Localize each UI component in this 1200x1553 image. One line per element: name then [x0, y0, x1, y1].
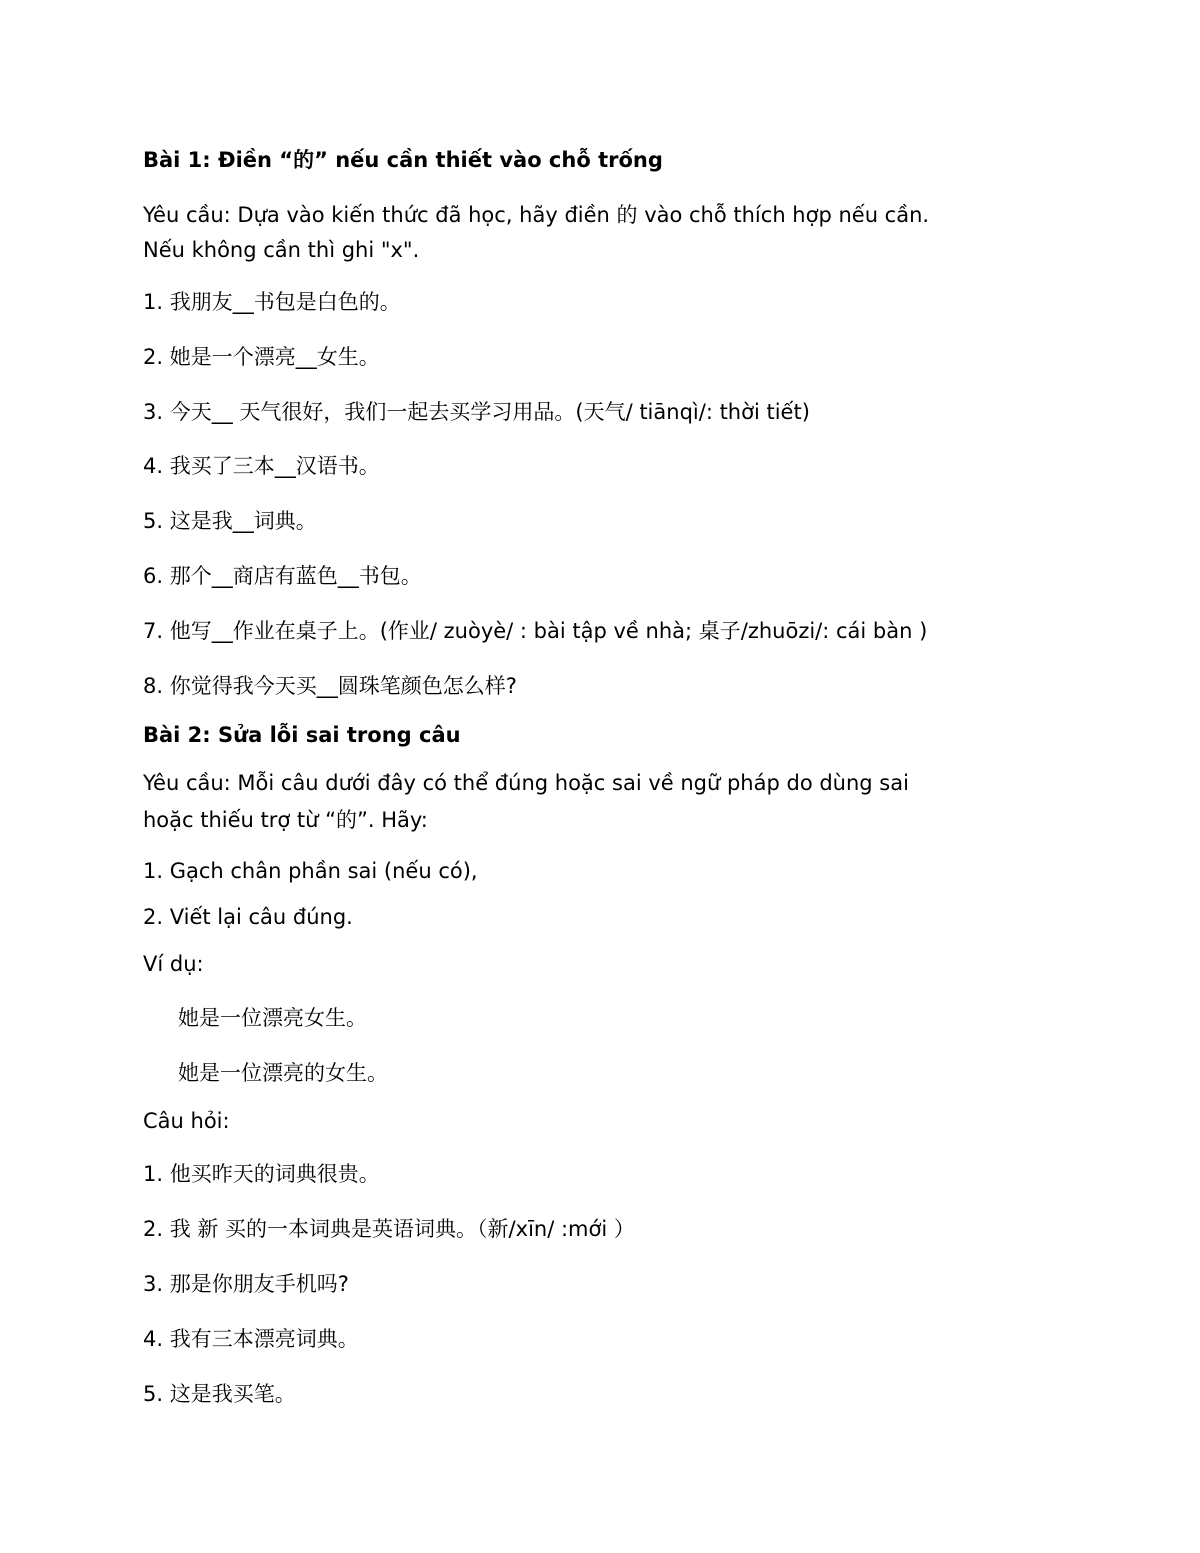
- exercise-1-title: Bài 1: Điền “的” nếu cần thiết vào chỗ trống: [143, 148, 663, 172]
- exercise-1-item: 8. 你觉得我今天买__圆珠笔颜色怎么样?: [143, 674, 517, 698]
- exercise-2-instruction-line-2: hoặc thiếu trợ từ “的”. Hãy:: [143, 808, 428, 832]
- exercise-1-instruction-line-2: Nếu không cần thì ghi "x".: [143, 238, 420, 262]
- exercise-2-question: 3. 那是你朋友手机吗?: [143, 1272, 349, 1296]
- exercise-1-item: 6. 那个__商店有蓝色__书包。: [143, 564, 422, 588]
- exercise-1-item: 2. 她是一个漂亮__女生。: [143, 345, 380, 369]
- exercise-1-item: 5. 这是我__词典。: [143, 509, 317, 533]
- exercise-1-item: 4. 我买了三本__汉语书。: [143, 454, 380, 478]
- exercise-2-instruction-line-1: Yêu cầu: Mỗi câu dưới đây có thể đúng hoặc sai về ngữ pháp do dùng sai: [143, 771, 909, 795]
- questions-label: Câu hỏi:: [143, 1109, 230, 1133]
- example-wrong-sentence: 她是一位漂亮女生。: [178, 1006, 367, 1030]
- exercise-2-question: 2. 我 新 买的一本词典是英语词典。（新/xīn/ :mới ）: [143, 1217, 635, 1241]
- example-label: Ví dụ:: [143, 952, 204, 976]
- exercise-2-question: 5. 这是我买笔。: [143, 1382, 296, 1406]
- exercise-1-item: 3. 今天__ 天气很好，我们一起去买学习用品。(天气/ tiānqì/: thời tiết): [143, 400, 810, 424]
- exercise-1-item: 1. 我朋友__书包是白色的。: [143, 290, 401, 314]
- exercise-2-step: 2. Viết lại câu đúng.: [143, 905, 353, 929]
- exercise-2-question: 1. 他买昨天的词典很贵。: [143, 1162, 380, 1186]
- exercise-2-title: Bài 2: Sửa lỗi sai trong câu: [143, 723, 461, 747]
- exercise-2-question: 4. 我有三本漂亮词典。: [143, 1327, 359, 1351]
- exercise-1-item: 7. 他写__作业在桌子上。(作业/ zuòyè/ : bài tập về nhà; 桌子/zhuōzi/: cái bàn ): [143, 619, 928, 643]
- example-correct-sentence: 她是一位漂亮的女生。: [178, 1061, 388, 1085]
- exercise-1-instruction-line-1: Yêu cầu: Dựa vào kiến thức đã học, hãy điền 的 vào chỗ thích hợp nếu cần.: [143, 203, 930, 227]
- exercise-2-step: 1. Gạch chân phần sai (nếu có),: [143, 859, 478, 883]
